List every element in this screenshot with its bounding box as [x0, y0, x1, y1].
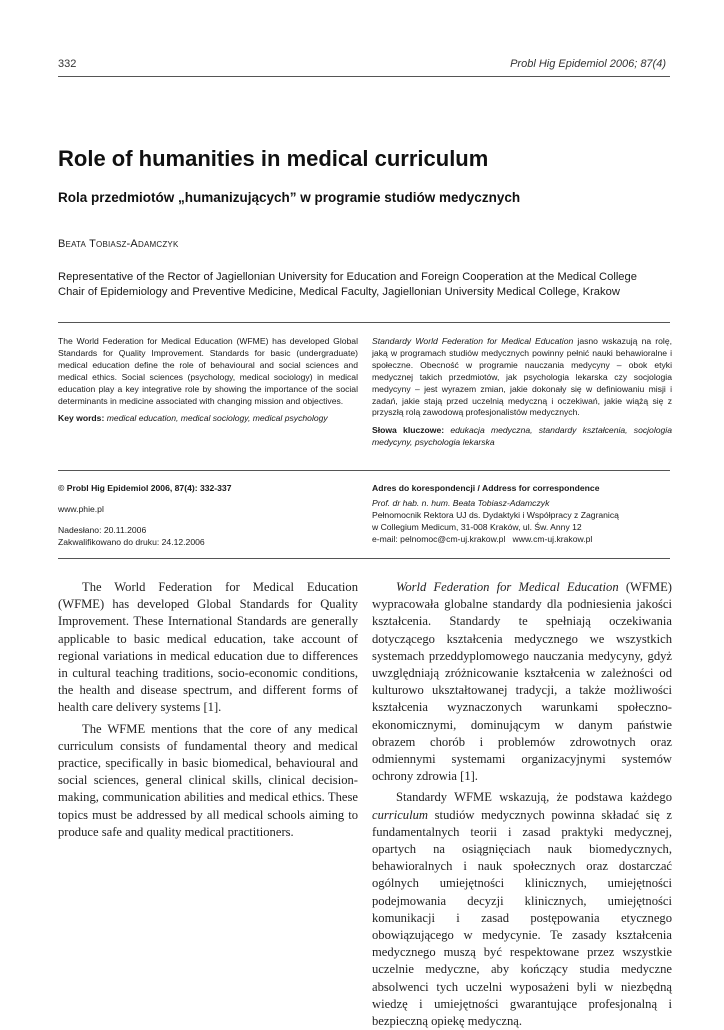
header-rule: [58, 76, 670, 77]
keywords-label: Słowa kluczowe:: [372, 425, 445, 436]
keywords: [372, 425, 672, 449]
publication-meta: [58, 482, 358, 548]
article-title: Role of humanities in medical curriculum: [58, 146, 489, 171]
affiliation-line: Representative of the Rector of Jagiellonian University for Education and Foreign Cooperation at the Medical College: [58, 271, 637, 283]
abstract-text: [372, 336, 672, 419]
website-link[interactable]: www.phie.pl: [58, 504, 104, 514]
author-affiliation: [58, 270, 678, 300]
received-date: Nadesłano: 20.11.2006: [58, 525, 147, 535]
keywords-list: medical education, medical sociology, medical psychology: [106, 413, 328, 424]
abstract-english: [58, 336, 358, 425]
correspondence-name: Prof. dr hab. n. hum. Beata Tobiasz-Adamczyk: [372, 498, 550, 508]
italic-phrase: curriculum: [372, 807, 428, 822]
body-text-english: [58, 579, 358, 841]
abstract-lead-italic: Standardy World Federation for Medical Education: [372, 336, 574, 346]
paragraph-text: studiów medycznych powinna składać się z fundamentalnych teorii i zasad praktyki medycznej, opartych na osiągnięciach nauk biomedycznych, behawioralnych i nauk społecznych oraz dostarczać ogólnych umiejętności klinicznych, umiejętności podejmowania decyzji klinicznych, umiejętności komunikacji i zasad postępowania etycznego obowiązującego w medycynie. Te zasady kształcenia medycznego muszą być respektowane przez wszystkie uczelnie medyczne, aby kończący studia medyczne absolwenci tych uczelni wyposażeni byli w niezbędną wiedzę i umiejętności gwarantujące profesjonalną i bezpieczną opiekę medyczną.: [372, 807, 672, 1029]
italic-phrase: World Federation for Medical Education: [396, 580, 619, 594]
keywords: [58, 413, 358, 425]
affiliation-line: Chair of Epidemiology and Preventive Medicine, Medical Faculty, Jagiellonian University Medical College, Krakow: [58, 286, 620, 298]
paragraph-text: (WFME) wypracowała globalne standardy dla podniesienia jakości kształcenia. Standardy te spełniają oczekiwania dotyczącego kształcenia medycznego we wszystkich systemach przeddyplomowego nauczania medycyny, gdyż uwzględniają zróżnicowanie kształcenia w zależności od kulturowo ukształtowanej tradycji, a także możliwości kształcenia wyznaczonych warunkami społeczno-ekonomicznymi, dominującym w danym państwie obrazem chorób i problemów zdrowotnych oraz odmiennymi systemami organizacyjnymi systemów ochrony zdrowia [1].: [372, 580, 672, 784]
correspondence-contact[interactable]: e-mail: pelnomoc@cm-uj.krakow.pl www.cm-uj.krakow.pl: [372, 534, 593, 544]
body-text-polish: [372, 579, 672, 1030]
abstract-polish: [372, 336, 672, 449]
paragraph-text: Standardy WFME wskazują, że podstawa każdego: [396, 790, 672, 805]
journal-citation-header: Probl Hig Epidemiol 2006; 87(4): [510, 58, 666, 70]
citation: © Probl Hig Epidemiol 2006, 87(4): 332-337: [58, 483, 232, 493]
abstract-text-rest: jasno wskazują na rolę, jaką w programach studiów medycznych powinny pełnić nauki behawioralne i społeczne. Obecność w programie nauczania medycyny – obok etyki medycznej takich przedmiotów, jak psychologia lekarska czy socjologia medycyny – jest wyrazem zmian, jakie dokonały się w definiowaniu misji i zadań, jakie stają przed uczelnią medyczną i oczekiwań, jakie wiążą się z przyszłą rolą zawodową profesjonalistów medycznych.: [372, 336, 672, 418]
keywords-list: edukacja medyczna, standardy kształcenia, socjologia medycyny, psychologia lekarska: [372, 425, 672, 448]
page-number: 332: [58, 58, 77, 70]
paragraph: [372, 579, 672, 785]
paragraph: [372, 789, 672, 1030]
meta-top-rule: [58, 470, 670, 471]
article-subtitle: Rola przedmiotów „humanizujących” w programie studiów medycznych: [58, 190, 521, 205]
correspondence-line: Pełnomocnik Rektora UJ ds. Dydaktyki i Współpracy z Zagranicą: [372, 510, 619, 520]
accepted-date: Zakwalifikowano do druku: 24.12.2006: [58, 537, 205, 547]
keywords-label: Key words:: [58, 413, 105, 424]
abstract-top-rule: [58, 322, 670, 323]
paragraph: The World Federation for Medical Education (WFME) has developed Global Standards for Quality Improvement. These International Standards are generally applicable to basic medical education, take account of regional variations in medical education due to differences in cultural teaching traditions, socio-economic conditions, the health and disease spectrum, and different forms of health care delivery systems [1].: [58, 580, 358, 715]
author-name: Beata Tobiasz-Adamczyk: [58, 238, 179, 250]
meta-bottom-rule: [58, 558, 670, 559]
correspondence-line: w Collegium Medicum, 31-008 Kraków, ul. Św. Anny 12: [372, 522, 582, 532]
abstract-text: The World Federation for Medical Education (WFME) has developed Global Standards for Quality Improvement. Standards for basic (undergraduate) medical education define the role of behavioural and social sciences and medical ethics. Social sciences (psychology, medical sociology) in medical education play a key integrative role by showing the importance of the social determinants in medicine associated with changing mission and objectives.: [58, 336, 358, 406]
paragraph: The WFME mentions that the core of any medical curriculum consists of fundamental theory and medical practice, specifically in basic biomedical, behavioural and social sciences, general clinical skills, clinical decision-making, communication abilities and medical ethics. These topics must be addressed by all medical schools aiming to produce safe and quality medical practitioners.: [58, 721, 358, 839]
correspondence-heading: Adres do korespondencji / Address for correspondence: [372, 483, 600, 493]
correspondence-address: [372, 482, 672, 545]
